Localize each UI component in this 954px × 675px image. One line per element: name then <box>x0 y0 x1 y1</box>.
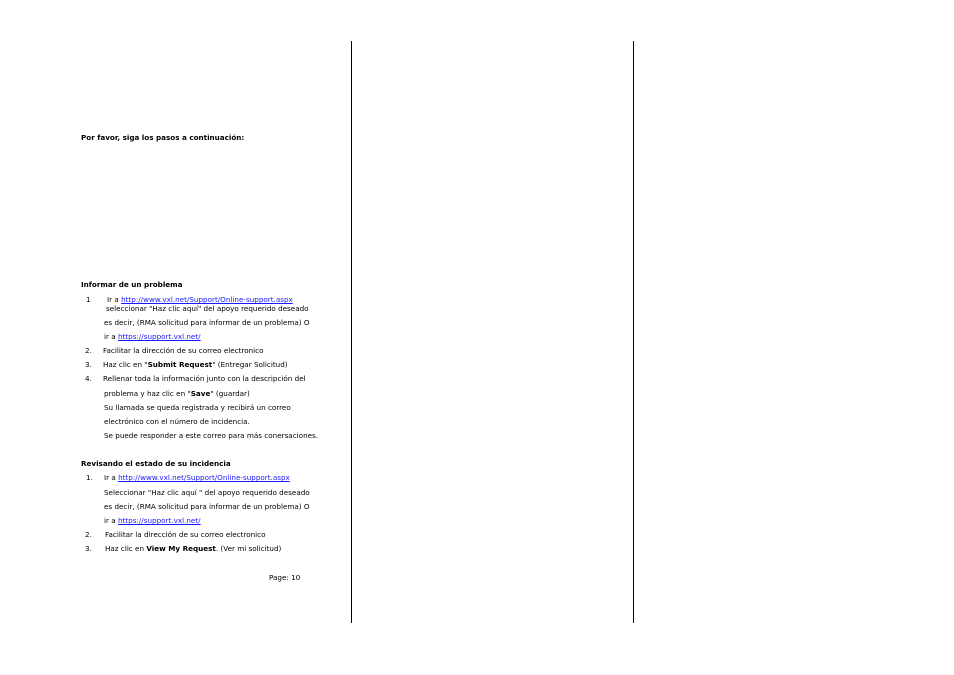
step-number: 1 <box>86 295 91 304</box>
section-heading-status: Revisando el estado de su incidencia <box>81 459 231 468</box>
intro-text: Por favor, siga los pasos a continuación: <box>81 133 245 142</box>
step-text: es decir, (RMA solicitud para informar de un problema) O <box>104 502 310 511</box>
step-text: Facilitar la dirección de su correo electronico <box>105 530 266 539</box>
support-link[interactable]: http://www.vxl.net/Support/Online-support.aspx <box>121 295 293 304</box>
step-text: problema y haz clic en "Save" (guardar) <box>104 389 250 398</box>
step-text: Haz clic en "Submit Request" (Entregar Solicitud) <box>103 360 288 369</box>
step-text: Rellenar toda la información junto con la descripción del <box>103 374 306 383</box>
step-text: Ir a http://www.vxl.net/Support/Online-support.aspx <box>107 295 293 304</box>
section-heading-report: Informar de un problema <box>81 280 183 289</box>
column-divider-right <box>633 41 634 623</box>
step-number: 3. <box>85 360 92 369</box>
step-text: Seleccionar "Haz clic aquí " del apoyo requerido deseado <box>104 488 310 497</box>
step-text: Haz clic en View My Request. (Ver mi solicitud) <box>105 544 282 553</box>
step-text: ir a https://support.vxl.net/ <box>104 516 201 525</box>
support-portal-link[interactable]: https://support.vxl.net/ <box>117 516 201 525</box>
step-number: 3. <box>85 544 92 553</box>
support-link[interactable]: http://www.vxl.net/Support/Online-support.aspx <box>118 473 290 482</box>
step-number: 2. <box>85 346 92 355</box>
step-text: seleccionar "Haz clic aquí" del apoyo requerido deseado <box>106 304 309 313</box>
step-text: Su llamada se queda registrada y recibirá un correo <box>104 403 291 412</box>
page-number: Page: 10 <box>269 573 301 582</box>
column-divider-left <box>351 41 352 623</box>
step-text: es decir, (RMA solicitud para informar de un problema) O <box>104 318 310 327</box>
step-text: Se puede responder a este correo para más conersaciones. <box>104 431 319 440</box>
support-portal-link[interactable]: https://support.vxl.net/ <box>117 332 201 341</box>
step-text: electrónico con el número de incidencia. <box>104 417 250 426</box>
step-text: ir a https://support.vxl.net/ <box>104 332 201 341</box>
step-text: Ir a http://www.vxl.net/Support/Online-support.aspx <box>104 473 290 482</box>
step-number: 2. <box>85 530 92 539</box>
step-number: 4. <box>85 374 92 383</box>
step-number: 1. <box>86 473 93 482</box>
step-text: Facilitar la dirección de su correo electronico <box>103 346 264 355</box>
